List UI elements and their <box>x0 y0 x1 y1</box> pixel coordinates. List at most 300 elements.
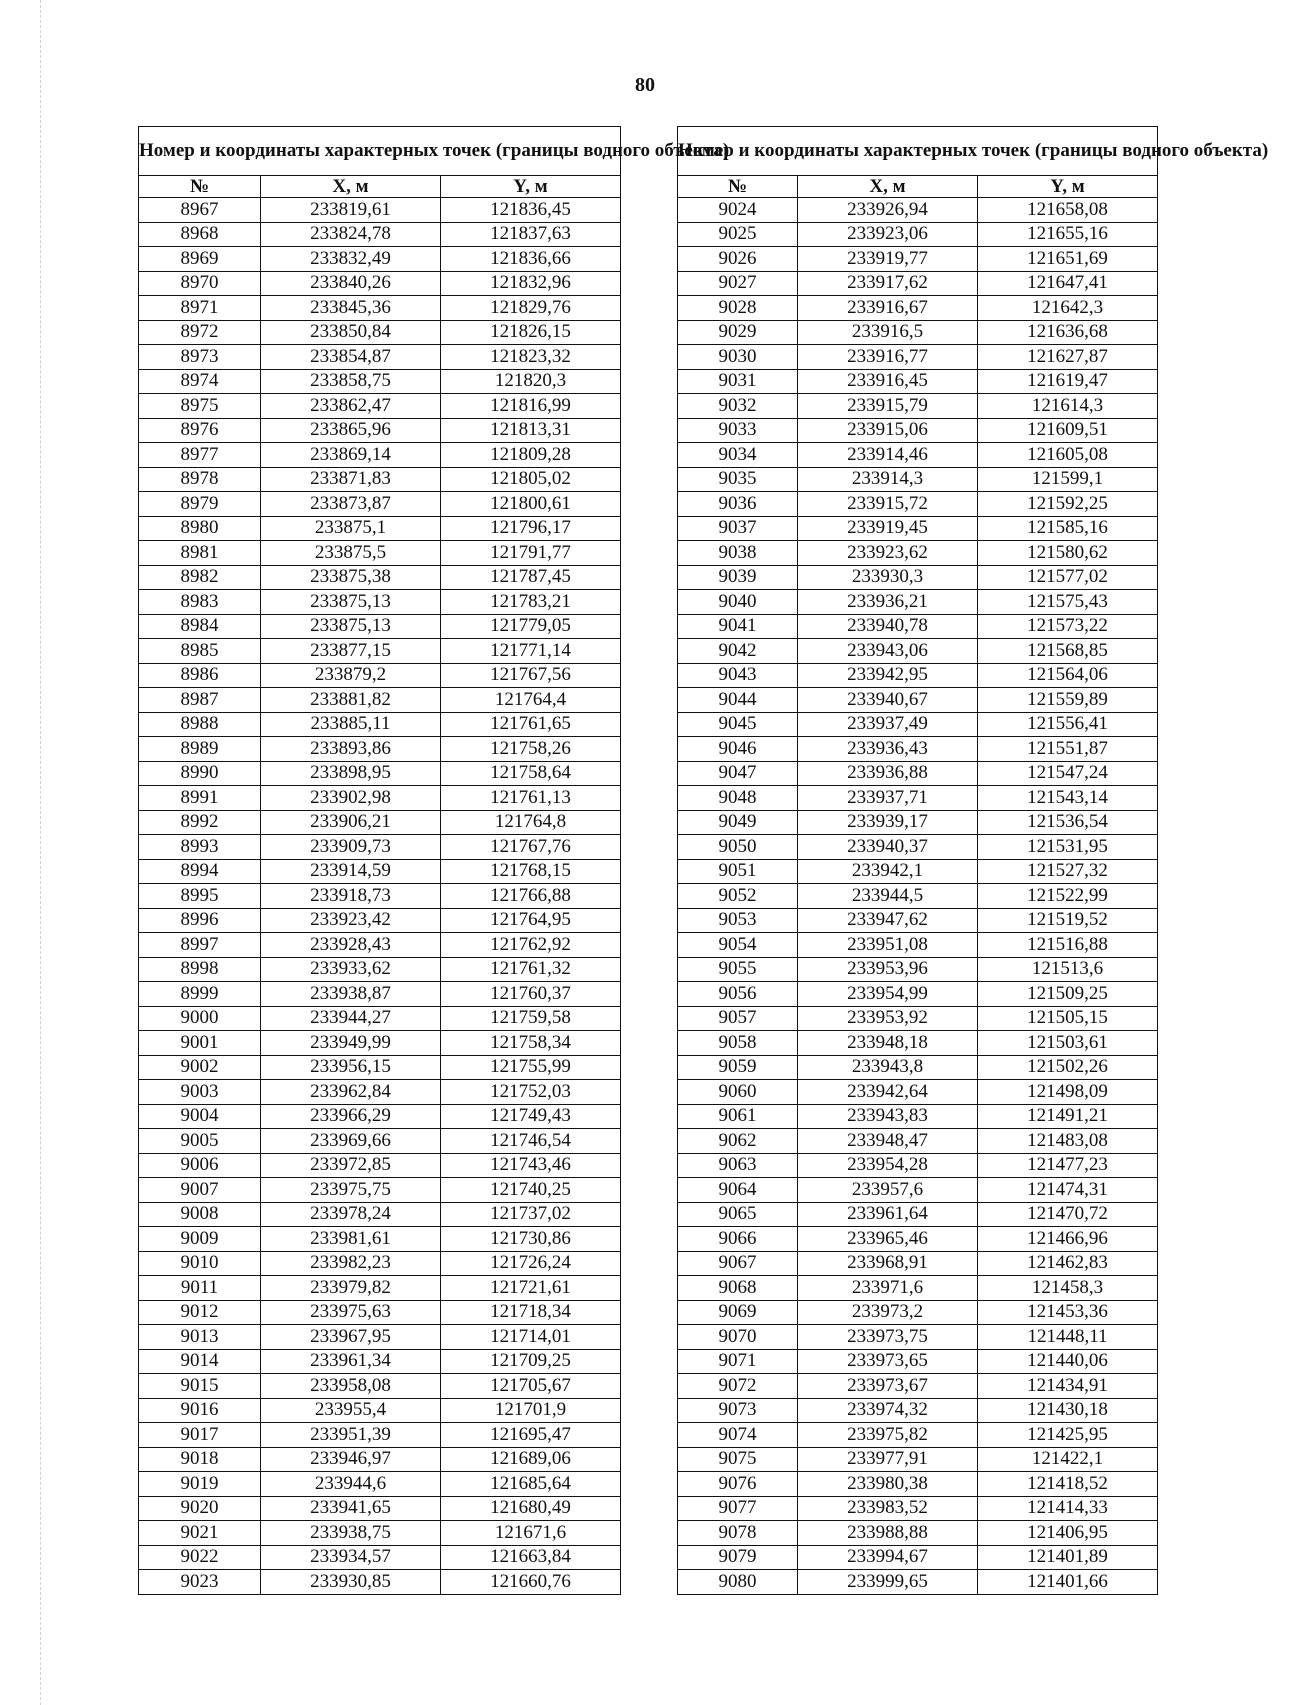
x-coordinate-cell: 233944,6 <box>261 1472 441 1497</box>
y-coordinate-cell: 121509,25 <box>978 982 1158 1007</box>
y-coordinate-cell: 121836,66 <box>441 247 621 272</box>
x-coordinate-cell: 233915,72 <box>798 492 978 517</box>
table-row <box>678 1521 1158 1546</box>
point-number-cell: 8999 <box>139 982 261 1007</box>
y-coordinate-cell: 121580,62 <box>978 541 1158 566</box>
table-row <box>678 737 1158 762</box>
x-coordinate-cell: 233875,1 <box>261 516 441 541</box>
x-coordinate-cell: 233954,99 <box>798 982 978 1007</box>
x-coordinate-cell: 233873,87 <box>261 492 441 517</box>
y-coordinate-cell: 121758,26 <box>441 737 621 762</box>
x-coordinate-cell: 233975,82 <box>798 1423 978 1448</box>
table-row <box>139 541 621 566</box>
table-row <box>678 467 1158 492</box>
y-coordinate-cell: 121761,32 <box>441 957 621 982</box>
point-number-cell: 9076 <box>678 1472 798 1497</box>
point-number-cell: 9055 <box>678 957 798 982</box>
table-row <box>678 418 1158 443</box>
table-row <box>139 590 621 615</box>
point-number-cell: 9044 <box>678 688 798 713</box>
y-coordinate-cell: 121559,89 <box>978 688 1158 713</box>
table-row <box>678 859 1158 884</box>
x-coordinate-cell: 233914,59 <box>261 859 441 884</box>
x-coordinate-cell: 233944,27 <box>261 1006 441 1031</box>
y-coordinate-cell: 121768,15 <box>441 859 621 884</box>
point-number-cell: 9026 <box>678 247 798 272</box>
table-row <box>678 957 1158 982</box>
point-number-cell: 8984 <box>139 614 261 639</box>
point-number-cell: 9065 <box>678 1202 798 1227</box>
point-number-cell: 9049 <box>678 810 798 835</box>
point-number-cell: 9053 <box>678 908 798 933</box>
y-coordinate-cell: 121752,03 <box>441 1080 621 1105</box>
point-number-cell: 9079 <box>678 1545 798 1570</box>
x-coordinate-cell: 233951,39 <box>261 1423 441 1448</box>
point-number-cell: 9006 <box>139 1153 261 1178</box>
table-row <box>678 516 1158 541</box>
table-row <box>139 1472 621 1497</box>
y-coordinate-cell: 121660,76 <box>441 1570 621 1595</box>
table-caption: Номер и координаты характерных точек (границы водного объекта) <box>139 127 621 176</box>
y-coordinate-cell: 121577,02 <box>978 565 1158 590</box>
y-coordinate-cell: 121470,72 <box>978 1202 1158 1227</box>
y-coordinate-cell: 121605,08 <box>978 443 1158 468</box>
point-number-cell: 8982 <box>139 565 261 590</box>
x-coordinate-cell: 233918,73 <box>261 884 441 909</box>
table-row <box>678 369 1158 394</box>
y-coordinate-cell: 121564,06 <box>978 663 1158 688</box>
y-coordinate-cell: 121787,45 <box>441 565 621 590</box>
table-row <box>139 418 621 443</box>
x-coordinate-cell: 233915,79 <box>798 394 978 419</box>
y-coordinate-cell: 121519,52 <box>978 908 1158 933</box>
table-row <box>678 394 1158 419</box>
x-coordinate-cell: 233832,49 <box>261 247 441 272</box>
y-coordinate-cell: 121826,15 <box>441 320 621 345</box>
table-row <box>139 1006 621 1031</box>
x-coordinate-cell: 233977,91 <box>798 1447 978 1472</box>
x-coordinate-cell: 233951,08 <box>798 933 978 958</box>
table-row <box>678 1129 1158 1154</box>
table-row <box>139 1227 621 1252</box>
y-coordinate-cell: 121737,02 <box>441 1202 621 1227</box>
x-coordinate-cell: 233909,73 <box>261 835 441 860</box>
point-number-cell: 9039 <box>678 565 798 590</box>
point-number-cell: 9078 <box>678 1521 798 1546</box>
x-coordinate-cell: 233946,97 <box>261 1447 441 1472</box>
point-number-cell: 9032 <box>678 394 798 419</box>
x-coordinate-cell: 233916,77 <box>798 345 978 370</box>
y-coordinate-cell: 121474,31 <box>978 1178 1158 1203</box>
table-row <box>139 761 621 786</box>
table-row <box>139 786 621 811</box>
point-number-cell: 8989 <box>139 737 261 762</box>
x-coordinate-cell: 233971,6 <box>798 1276 978 1301</box>
x-coordinate-cell: 233875,38 <box>261 565 441 590</box>
x-coordinate-cell: 233875,13 <box>261 614 441 639</box>
point-number-cell: 9024 <box>678 198 798 223</box>
table-row <box>678 663 1158 688</box>
y-coordinate-cell: 121483,08 <box>978 1129 1158 1154</box>
table-row <box>139 1251 621 1276</box>
y-coordinate-cell: 121714,01 <box>441 1325 621 1350</box>
x-coordinate-cell: 233949,99 <box>261 1031 441 1056</box>
x-coordinate-cell: 233965,46 <box>798 1227 978 1252</box>
table-row <box>678 835 1158 860</box>
y-coordinate-cell: 121592,25 <box>978 492 1158 517</box>
table-row <box>139 443 621 468</box>
table-row <box>678 1349 1158 1374</box>
table-row <box>139 737 621 762</box>
table-row <box>678 1178 1158 1203</box>
x-coordinate-cell: 233955,4 <box>261 1398 441 1423</box>
table-row <box>139 565 621 590</box>
point-number-cell: 9046 <box>678 737 798 762</box>
table-row <box>678 1447 1158 1472</box>
y-coordinate-cell: 121406,95 <box>978 1521 1158 1546</box>
point-number-cell: 9068 <box>678 1276 798 1301</box>
point-number-cell: 9052 <box>678 884 798 909</box>
table-row <box>139 1202 621 1227</box>
x-coordinate-cell: 233967,95 <box>261 1325 441 1350</box>
table-row <box>139 1521 621 1546</box>
x-coordinate-cell: 233923,42 <box>261 908 441 933</box>
x-coordinate-cell: 233919,77 <box>798 247 978 272</box>
table-row <box>139 1129 621 1154</box>
x-coordinate-cell: 233956,15 <box>261 1055 441 1080</box>
point-number-cell: 8970 <box>139 271 261 296</box>
table-row <box>139 1398 621 1423</box>
y-coordinate-cell: 121401,89 <box>978 1545 1158 1570</box>
y-coordinate-cell: 121671,6 <box>441 1521 621 1546</box>
x-coordinate-cell: 233858,75 <box>261 369 441 394</box>
table-row <box>139 1374 621 1399</box>
table-row <box>678 761 1158 786</box>
x-coordinate-cell: 233948,18 <box>798 1031 978 1056</box>
column-header-number: № <box>678 176 798 198</box>
point-number-cell: 9005 <box>139 1129 261 1154</box>
x-coordinate-cell: 233919,45 <box>798 516 978 541</box>
x-coordinate-cell: 233958,08 <box>261 1374 441 1399</box>
point-number-cell: 9021 <box>139 1521 261 1546</box>
y-coordinate-cell: 121800,61 <box>441 492 621 517</box>
column-header-number: № <box>139 176 261 198</box>
point-number-cell: 8972 <box>139 320 261 345</box>
y-coordinate-cell: 121458,3 <box>978 1276 1158 1301</box>
point-number-cell: 8993 <box>139 835 261 860</box>
y-coordinate-cell: 121543,14 <box>978 786 1158 811</box>
page-number: 80 <box>635 74 655 96</box>
table-row <box>678 614 1158 639</box>
point-number-cell: 9077 <box>678 1496 798 1521</box>
y-coordinate-cell: 121440,06 <box>978 1349 1158 1374</box>
x-coordinate-cell: 233947,62 <box>798 908 978 933</box>
y-coordinate-cell: 121759,58 <box>441 1006 621 1031</box>
point-number-cell: 9048 <box>678 786 798 811</box>
point-number-cell: 9064 <box>678 1178 798 1203</box>
point-number-cell: 9074 <box>678 1423 798 1448</box>
table-row <box>139 296 621 321</box>
table-row <box>139 516 621 541</box>
table-row <box>139 1055 621 1080</box>
point-number-cell: 9031 <box>678 369 798 394</box>
table-row <box>678 810 1158 835</box>
table-row <box>139 908 621 933</box>
point-number-cell: 9075 <box>678 1447 798 1472</box>
x-coordinate-cell: 233934,57 <box>261 1545 441 1570</box>
y-coordinate-cell: 121614,3 <box>978 394 1158 419</box>
point-number-cell: 9037 <box>678 516 798 541</box>
x-coordinate-cell: 233871,83 <box>261 467 441 492</box>
point-number-cell: 9036 <box>678 492 798 517</box>
x-coordinate-cell: 233957,6 <box>798 1178 978 1203</box>
y-coordinate-cell: 121418,52 <box>978 1472 1158 1497</box>
table-row <box>139 1496 621 1521</box>
y-coordinate-cell: 121766,88 <box>441 884 621 909</box>
table-row <box>678 1374 1158 1399</box>
column-header-x: X, м <box>798 176 978 198</box>
point-number-cell: 9050 <box>678 835 798 860</box>
table-row <box>139 835 621 860</box>
y-coordinate-cell: 121816,99 <box>441 394 621 419</box>
point-number-cell: 9001 <box>139 1031 261 1056</box>
table-row <box>139 492 621 517</box>
x-coordinate-cell: 233981,61 <box>261 1227 441 1252</box>
x-coordinate-cell: 233893,86 <box>261 737 441 762</box>
table-row <box>678 1153 1158 1178</box>
point-number-cell: 9030 <box>678 345 798 370</box>
x-coordinate-cell: 233983,52 <box>798 1496 978 1521</box>
y-coordinate-cell: 121430,18 <box>978 1398 1158 1423</box>
point-number-cell: 8987 <box>139 688 261 713</box>
point-number-cell: 9002 <box>139 1055 261 1080</box>
table-row <box>678 1545 1158 1570</box>
table-row <box>678 1202 1158 1227</box>
x-coordinate-cell: 233930,85 <box>261 1570 441 1595</box>
y-coordinate-cell: 121767,56 <box>441 663 621 688</box>
table-row <box>678 712 1158 737</box>
point-number-cell: 9045 <box>678 712 798 737</box>
x-coordinate-cell: 233917,62 <box>798 271 978 296</box>
y-coordinate-cell: 121466,96 <box>978 1227 1158 1252</box>
x-coordinate-cell: 233961,64 <box>798 1202 978 1227</box>
point-number-cell: 9009 <box>139 1227 261 1252</box>
x-coordinate-cell: 233915,06 <box>798 418 978 443</box>
x-coordinate-cell: 233940,78 <box>798 614 978 639</box>
x-coordinate-cell: 233938,75 <box>261 1521 441 1546</box>
x-coordinate-cell: 233916,5 <box>798 320 978 345</box>
point-number-cell: 9038 <box>678 541 798 566</box>
x-coordinate-cell: 233954,28 <box>798 1153 978 1178</box>
table-row <box>139 394 621 419</box>
point-number-cell: 8969 <box>139 247 261 272</box>
point-number-cell: 8974 <box>139 369 261 394</box>
point-number-cell: 8990 <box>139 761 261 786</box>
x-coordinate-cell: 233877,15 <box>261 639 441 664</box>
point-number-cell: 9072 <box>678 1374 798 1399</box>
table-row <box>139 663 621 688</box>
column-header-y: Y, м <box>978 176 1158 198</box>
table-row <box>139 1570 621 1595</box>
y-coordinate-cell: 121813,31 <box>441 418 621 443</box>
table-row <box>678 1570 1158 1595</box>
point-number-cell: 8988 <box>139 712 261 737</box>
x-coordinate-cell: 233937,71 <box>798 786 978 811</box>
table-row <box>678 1227 1158 1252</box>
x-coordinate-cell: 233902,98 <box>261 786 441 811</box>
x-coordinate-cell: 233973,65 <box>798 1349 978 1374</box>
table-row <box>139 1545 621 1570</box>
table-row <box>139 982 621 1007</box>
x-coordinate-cell: 233973,75 <box>798 1325 978 1350</box>
y-coordinate-cell: 121743,46 <box>441 1153 621 1178</box>
table-row <box>678 345 1158 370</box>
table-row <box>678 565 1158 590</box>
x-coordinate-cell: 233914,46 <box>798 443 978 468</box>
point-number-cell: 9007 <box>139 1178 261 1203</box>
table-row <box>678 1423 1158 1448</box>
y-coordinate-cell: 121823,32 <box>441 345 621 370</box>
point-number-cell: 8967 <box>139 198 261 223</box>
x-coordinate-cell: 233923,62 <box>798 541 978 566</box>
y-coordinate-cell: 121401,66 <box>978 1570 1158 1595</box>
point-number-cell: 8979 <box>139 492 261 517</box>
y-coordinate-cell: 121636,68 <box>978 320 1158 345</box>
table-row <box>678 884 1158 909</box>
x-coordinate-cell: 233933,62 <box>261 957 441 982</box>
table-caption: Номер и координаты характерных точек (границы водного объекта) <box>678 127 1158 176</box>
table-row <box>139 1104 621 1129</box>
table-row <box>678 1496 1158 1521</box>
x-coordinate-cell: 233978,24 <box>261 1202 441 1227</box>
x-coordinate-cell: 233973,67 <box>798 1374 978 1399</box>
x-coordinate-cell: 233942,64 <box>798 1080 978 1105</box>
x-coordinate-cell: 233840,26 <box>261 271 441 296</box>
x-coordinate-cell: 233994,67 <box>798 1545 978 1570</box>
x-coordinate-cell: 233979,82 <box>261 1276 441 1301</box>
x-coordinate-cell: 233975,63 <box>261 1300 441 1325</box>
table-row <box>139 712 621 737</box>
y-coordinate-cell: 121836,45 <box>441 198 621 223</box>
point-number-cell: 9066 <box>678 1227 798 1252</box>
x-coordinate-cell: 233928,43 <box>261 933 441 958</box>
x-coordinate-cell: 233943,06 <box>798 639 978 664</box>
y-coordinate-cell: 121516,88 <box>978 933 1158 958</box>
y-coordinate-cell: 121758,64 <box>441 761 621 786</box>
y-coordinate-cell: 121655,16 <box>978 222 1158 247</box>
y-coordinate-cell: 121755,99 <box>441 1055 621 1080</box>
table-row <box>678 1006 1158 1031</box>
y-coordinate-cell: 121783,21 <box>441 590 621 615</box>
point-number-cell: 8980 <box>139 516 261 541</box>
table-row <box>678 320 1158 345</box>
x-coordinate-cell: 233972,85 <box>261 1153 441 1178</box>
table-row <box>678 1398 1158 1423</box>
y-coordinate-cell: 121701,9 <box>441 1398 621 1423</box>
table-row <box>139 1080 621 1105</box>
point-number-cell: 8998 <box>139 957 261 982</box>
y-coordinate-cell: 121726,24 <box>441 1251 621 1276</box>
point-number-cell: 9004 <box>139 1104 261 1129</box>
coordinates-table-right <box>677 126 1269 1595</box>
y-coordinate-cell: 121746,54 <box>441 1129 621 1154</box>
y-coordinate-cell: 121820,3 <box>441 369 621 394</box>
table-row <box>139 1349 621 1374</box>
x-coordinate-cell: 233906,21 <box>261 810 441 835</box>
x-coordinate-cell: 233875,13 <box>261 590 441 615</box>
x-coordinate-cell: 233953,96 <box>798 957 978 982</box>
table-row <box>678 1276 1158 1301</box>
point-number-cell: 9016 <box>139 1398 261 1423</box>
point-number-cell: 8968 <box>139 222 261 247</box>
point-number-cell: 9019 <box>139 1472 261 1497</box>
y-coordinate-cell: 121573,22 <box>978 614 1158 639</box>
y-coordinate-cell: 121791,77 <box>441 541 621 566</box>
point-number-cell: 8983 <box>139 590 261 615</box>
point-number-cell: 9060 <box>678 1080 798 1105</box>
x-coordinate-cell: 233850,84 <box>261 320 441 345</box>
x-coordinate-cell: 233962,84 <box>261 1080 441 1105</box>
y-coordinate-cell: 121414,33 <box>978 1496 1158 1521</box>
point-number-cell: 9035 <box>678 467 798 492</box>
x-coordinate-cell: 233944,5 <box>798 884 978 909</box>
point-number-cell: 9028 <box>678 296 798 321</box>
point-number-cell: 9054 <box>678 933 798 958</box>
table-row <box>678 1031 1158 1056</box>
x-coordinate-cell: 233869,14 <box>261 443 441 468</box>
table-row <box>139 639 621 664</box>
point-number-cell: 9018 <box>139 1447 261 1472</box>
point-number-cell: 8985 <box>139 639 261 664</box>
table-row <box>139 1300 621 1325</box>
point-number-cell: 8994 <box>139 859 261 884</box>
point-number-cell: 8981 <box>139 541 261 566</box>
y-coordinate-cell: 121705,67 <box>441 1374 621 1399</box>
point-number-cell: 8991 <box>139 786 261 811</box>
point-number-cell: 8986 <box>139 663 261 688</box>
y-coordinate-cell: 121498,09 <box>978 1080 1158 1105</box>
point-number-cell: 9061 <box>678 1104 798 1129</box>
table-row <box>139 1325 621 1350</box>
x-coordinate-cell: 233824,78 <box>261 222 441 247</box>
x-coordinate-cell: 233941,65 <box>261 1496 441 1521</box>
table-row <box>139 247 621 272</box>
x-coordinate-cell: 233845,36 <box>261 296 441 321</box>
y-coordinate-cell: 121805,02 <box>441 467 621 492</box>
point-number-cell: 9022 <box>139 1545 261 1570</box>
x-coordinate-cell: 233862,47 <box>261 394 441 419</box>
table-row <box>678 296 1158 321</box>
table-row <box>678 271 1158 296</box>
point-number-cell: 8995 <box>139 884 261 909</box>
x-coordinate-cell: 233940,67 <box>798 688 978 713</box>
table-row <box>678 1080 1158 1105</box>
y-coordinate-cell: 121680,49 <box>441 1496 621 1521</box>
y-coordinate-cell: 121505,15 <box>978 1006 1158 1031</box>
column-header-y: Y, м <box>441 176 621 198</box>
point-number-cell: 9013 <box>139 1325 261 1350</box>
table-row <box>678 247 1158 272</box>
table-row <box>678 982 1158 1007</box>
y-coordinate-cell: 121619,47 <box>978 369 1158 394</box>
point-number-cell: 9003 <box>139 1080 261 1105</box>
table-row <box>678 786 1158 811</box>
y-coordinate-cell: 121832,96 <box>441 271 621 296</box>
point-number-cell: 8977 <box>139 443 261 468</box>
y-coordinate-cell: 121462,83 <box>978 1251 1158 1276</box>
table-row <box>139 198 621 223</box>
point-number-cell: 8997 <box>139 933 261 958</box>
